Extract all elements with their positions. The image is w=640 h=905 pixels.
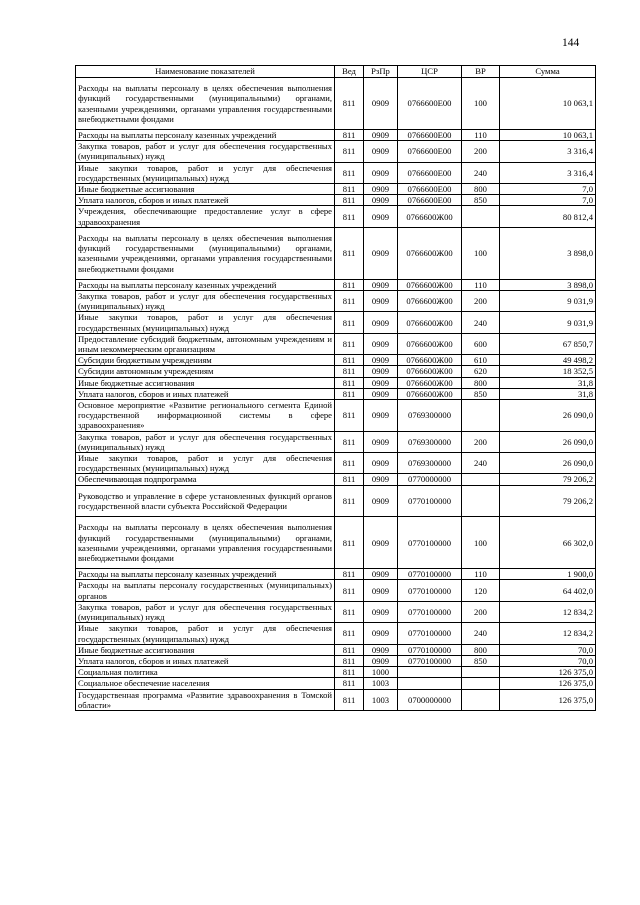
table-row xyxy=(76,453,596,474)
row-csr: 0770100000 xyxy=(398,485,462,517)
table-row xyxy=(76,355,596,366)
table-row xyxy=(76,141,596,162)
row-name: Уплата налогов, сборов и иных платежей xyxy=(76,388,335,399)
row-vr: 610 xyxy=(462,355,500,366)
row-csr xyxy=(398,678,462,689)
row-ved: 811 xyxy=(335,206,364,227)
row-sum: 126 375,0 xyxy=(500,667,596,678)
row-csr: 0770000000 xyxy=(398,474,462,485)
row-ved: 811 xyxy=(335,291,364,312)
row-sum: 126 375,0 xyxy=(500,689,596,710)
row-name: Закупка товаров, работ и услуг для обеспечения государственных (муниципальных) нужд xyxy=(76,291,335,312)
row-ved: 811 xyxy=(335,78,364,130)
row-rzpr: 0909 xyxy=(364,569,398,580)
row-vr: 240 xyxy=(462,453,500,474)
row-rzpr: 0909 xyxy=(364,453,398,474)
row-rzpr: 0909 xyxy=(364,377,398,388)
row-name: Расходы на выплаты персоналу в целях обеспечения выполнения функций государственными (муниципальными) органами, казенными учреждениями, органами управления государственными внебюджетными фондами xyxy=(76,517,335,569)
row-ved: 811 xyxy=(335,517,364,569)
row-ved: 811 xyxy=(335,580,364,601)
column-header-rzpr: РзПр xyxy=(364,66,398,78)
column-header-csr: ЦСР xyxy=(398,66,462,78)
table-row xyxy=(76,279,596,290)
table-row xyxy=(76,333,596,354)
row-rzpr: 0909 xyxy=(364,601,398,622)
table-row xyxy=(76,227,596,279)
row-sum: 70,0 xyxy=(500,644,596,655)
row-vr: 110 xyxy=(462,130,500,141)
row-rzpr: 0909 xyxy=(364,279,398,290)
row-name: Уплата налогов, сборов и иных платежей xyxy=(76,655,335,666)
row-vr: 200 xyxy=(462,141,500,162)
table-row xyxy=(76,580,596,601)
row-csr: 0766600Е00 xyxy=(398,130,462,141)
table-row xyxy=(76,184,596,195)
row-name: Социальная политика xyxy=(76,667,335,678)
row-sum: 3 898,0 xyxy=(500,227,596,279)
row-vr: 800 xyxy=(462,377,500,388)
row-name: Расходы на выплаты персоналу в целях обеспечения выполнения функций государственными (муниципальными) органами, казенными учреждениями, органами управления государственными внебюджетными фондами xyxy=(76,227,335,279)
row-name: Расходы на выплаты персоналу казенных учреждений xyxy=(76,569,335,580)
row-rzpr: 0909 xyxy=(364,355,398,366)
row-sum: 3 316,4 xyxy=(500,141,596,162)
row-name: Закупка товаров, работ и услуг для обеспечения государственных (муниципальных) нужд xyxy=(76,601,335,622)
table-row xyxy=(76,485,596,517)
column-header-ved: Вед xyxy=(335,66,364,78)
row-csr: 0766600Ж00 xyxy=(398,388,462,399)
row-name: Уплата налогов, сборов и иных платежей xyxy=(76,195,335,206)
row-vr xyxy=(462,474,500,485)
row-sum: 67 850,7 xyxy=(500,333,596,354)
row-sum: 1 900,0 xyxy=(500,569,596,580)
row-csr: 0770100000 xyxy=(398,517,462,569)
row-vr xyxy=(462,667,500,678)
row-rzpr: 1000 xyxy=(364,667,398,678)
row-sum: 49 498,2 xyxy=(500,355,596,366)
row-sum: 7,0 xyxy=(500,184,596,195)
row-sum: 3 898,0 xyxy=(500,279,596,290)
row-csr: 0766600Ж00 xyxy=(398,366,462,377)
row-vr: 100 xyxy=(462,517,500,569)
budget-table xyxy=(75,65,596,711)
row-csr: 0766600Е00 xyxy=(398,78,462,130)
table-row xyxy=(76,517,596,569)
row-sum: 18 352,5 xyxy=(500,366,596,377)
row-ved: 811 xyxy=(335,227,364,279)
row-sum: 26 090,0 xyxy=(500,453,596,474)
row-name: Иные закупки товаров, работ и услуг для обеспечения государственных (муниципальных) нужд xyxy=(76,312,335,333)
row-vr: 110 xyxy=(462,569,500,580)
row-ved: 811 xyxy=(335,474,364,485)
row-csr: 0766600Ж00 xyxy=(398,377,462,388)
row-csr: 0766600Ж00 xyxy=(398,355,462,366)
row-csr: 0766600Е00 xyxy=(398,141,462,162)
row-ved: 811 xyxy=(335,377,364,388)
row-rzpr: 0909 xyxy=(364,366,398,377)
row-name: Руководство и управление в сфере установленных функций органов государственной власти субъекта Российской Федерации xyxy=(76,485,335,517)
row-ved: 811 xyxy=(335,184,364,195)
row-vr xyxy=(462,689,500,710)
row-ved: 811 xyxy=(335,162,364,183)
table-row xyxy=(76,78,596,130)
column-header-vr: ВР xyxy=(462,66,500,78)
table-row xyxy=(76,655,596,666)
row-sum: 10 063,1 xyxy=(500,130,596,141)
row-ved: 811 xyxy=(335,678,364,689)
row-csr: 0766600Ж00 xyxy=(398,206,462,227)
row-rzpr: 0909 xyxy=(364,655,398,666)
row-csr: 0770100000 xyxy=(398,623,462,644)
row-vr: 100 xyxy=(462,227,500,279)
table-row xyxy=(76,130,596,141)
row-vr xyxy=(462,400,500,432)
row-name: Иные закупки товаров, работ и услуг для обеспечения государственных (муниципальных) нужд xyxy=(76,453,335,474)
row-name: Иные бюджетные ассигнования xyxy=(76,377,335,388)
table-body xyxy=(76,78,596,711)
row-rzpr: 1003 xyxy=(364,678,398,689)
row-sum: 7,0 xyxy=(500,195,596,206)
row-csr: 0770100000 xyxy=(398,644,462,655)
row-rzpr: 0909 xyxy=(364,388,398,399)
row-ved: 811 xyxy=(335,312,364,333)
row-ved: 811 xyxy=(335,644,364,655)
row-sum: 9 031,9 xyxy=(500,291,596,312)
row-sum: 12 834,2 xyxy=(500,623,596,644)
row-rzpr: 0909 xyxy=(364,78,398,130)
row-rzpr: 0909 xyxy=(364,141,398,162)
row-sum: 12 834,2 xyxy=(500,601,596,622)
row-name: Закупка товаров, работ и услуг для обеспечения государственных (муниципальных) нужд xyxy=(76,141,335,162)
row-name: Учреждения, обеспечивающие предоставление услуг в сфере здравоохранения xyxy=(76,206,335,227)
row-ved: 811 xyxy=(335,366,364,377)
row-ved: 811 xyxy=(335,141,364,162)
row-name: Предоставление субсидий бюджетным, автономным учреждениям и иным некоммерческим организациям xyxy=(76,333,335,354)
row-ved: 811 xyxy=(335,400,364,432)
row-vr: 850 xyxy=(462,388,500,399)
row-csr: 0770100000 xyxy=(398,569,462,580)
row-ved: 811 xyxy=(335,279,364,290)
row-csr: 0770100000 xyxy=(398,580,462,601)
row-vr: 600 xyxy=(462,333,500,354)
table-row xyxy=(76,431,596,452)
row-ved: 811 xyxy=(335,388,364,399)
row-sum: 26 090,0 xyxy=(500,400,596,432)
row-name: Обеспечивающая подпрограмма xyxy=(76,474,335,485)
row-rzpr: 0909 xyxy=(364,333,398,354)
row-sum: 79 206,2 xyxy=(500,474,596,485)
table-row xyxy=(76,400,596,432)
row-name: Расходы на выплаты персоналу государственных (муниципальных) органов xyxy=(76,580,335,601)
row-sum: 9 031,9 xyxy=(500,312,596,333)
row-ved: 811 xyxy=(335,333,364,354)
column-header-name: Наименование показателей xyxy=(76,66,335,78)
row-csr: 0770100000 xyxy=(398,655,462,666)
row-csr: 0766600Ж00 xyxy=(398,227,462,279)
table-row xyxy=(76,601,596,622)
row-rzpr: 0909 xyxy=(364,517,398,569)
row-ved: 811 xyxy=(335,655,364,666)
row-name: Иные закупки товаров, работ и услуг для обеспечения государственных (муниципальных) нужд xyxy=(76,623,335,644)
row-name: Закупка товаров, работ и услуг для обеспечения государственных (муниципальных) нужд xyxy=(76,431,335,452)
row-rzpr: 0909 xyxy=(364,431,398,452)
row-vr: 620 xyxy=(462,366,500,377)
row-vr: 200 xyxy=(462,601,500,622)
row-csr: 0766600Е00 xyxy=(398,195,462,206)
row-sum: 26 090,0 xyxy=(500,431,596,452)
row-ved: 811 xyxy=(335,431,364,452)
page-number: 144 xyxy=(562,37,580,49)
row-vr: 100 xyxy=(462,78,500,130)
row-csr: 0766600Ж00 xyxy=(398,312,462,333)
table-row xyxy=(76,388,596,399)
row-name: Расходы на выплаты персоналу казенных учреждений xyxy=(76,130,335,141)
row-rzpr: 0909 xyxy=(364,195,398,206)
row-rzpr: 0909 xyxy=(364,184,398,195)
row-name: Социальное обеспечение населения xyxy=(76,678,335,689)
row-csr: 0766600Ж00 xyxy=(398,279,462,290)
row-name: Расходы на выплаты персоналу казенных учреждений xyxy=(76,279,335,290)
table-row xyxy=(76,474,596,485)
row-rzpr: 0909 xyxy=(364,485,398,517)
column-header-sum: Сумма xyxy=(500,66,596,78)
row-csr xyxy=(398,667,462,678)
row-rzpr: 0909 xyxy=(364,474,398,485)
row-ved: 811 xyxy=(335,195,364,206)
row-csr: 0769300000 xyxy=(398,431,462,452)
row-csr: 0766600Е00 xyxy=(398,162,462,183)
row-vr: 240 xyxy=(462,623,500,644)
row-csr: 0769300000 xyxy=(398,453,462,474)
row-name: Иные бюджетные ассигнования xyxy=(76,644,335,655)
table-row xyxy=(76,689,596,710)
row-csr: 0770100000 xyxy=(398,601,462,622)
table-row xyxy=(76,678,596,689)
row-name: Государственная программа «Развитие здравоохранения в Томской области» xyxy=(76,689,335,710)
table-row xyxy=(76,623,596,644)
row-rzpr: 0909 xyxy=(364,227,398,279)
row-rzpr: 0909 xyxy=(364,312,398,333)
row-sum: 31,8 xyxy=(500,388,596,399)
table-row xyxy=(76,312,596,333)
row-csr: 0766600Ж00 xyxy=(398,333,462,354)
row-sum: 80 812,4 xyxy=(500,206,596,227)
row-sum: 66 302,0 xyxy=(500,517,596,569)
row-sum: 64 402,0 xyxy=(500,580,596,601)
row-rzpr: 0909 xyxy=(364,162,398,183)
row-name: Иные закупки товаров, работ и услуг для обеспечения государственных (муниципальных) нужд xyxy=(76,162,335,183)
row-vr: 800 xyxy=(462,644,500,655)
table-header-row xyxy=(76,66,596,78)
table-row xyxy=(76,291,596,312)
row-sum: 126 375,0 xyxy=(500,678,596,689)
row-sum: 70,0 xyxy=(500,655,596,666)
row-rzpr: 0909 xyxy=(364,291,398,312)
table-row xyxy=(76,195,596,206)
row-sum: 3 316,4 xyxy=(500,162,596,183)
table-row xyxy=(76,569,596,580)
row-sum: 31,8 xyxy=(500,377,596,388)
row-csr: 0766600Е00 xyxy=(398,184,462,195)
table-row xyxy=(76,377,596,388)
row-vr: 800 xyxy=(462,184,500,195)
row-ved: 811 xyxy=(335,601,364,622)
row-ved: 811 xyxy=(335,667,364,678)
row-rzpr: 0909 xyxy=(364,623,398,644)
row-csr: 0766600Ж00 xyxy=(398,291,462,312)
row-vr: 200 xyxy=(462,291,500,312)
row-csr: 0700000000 xyxy=(398,689,462,710)
table-row xyxy=(76,644,596,655)
table-row xyxy=(76,162,596,183)
row-ved: 811 xyxy=(335,130,364,141)
row-vr: 120 xyxy=(462,580,500,601)
row-vr: 850 xyxy=(462,655,500,666)
row-ved: 811 xyxy=(335,623,364,644)
row-vr: 240 xyxy=(462,312,500,333)
row-ved: 811 xyxy=(335,453,364,474)
row-rzpr: 0909 xyxy=(364,580,398,601)
row-vr xyxy=(462,678,500,689)
row-rzpr: 1003 xyxy=(364,689,398,710)
row-ved: 811 xyxy=(335,355,364,366)
row-ved: 811 xyxy=(335,569,364,580)
table-row xyxy=(76,366,596,377)
row-sum: 79 206,2 xyxy=(500,485,596,517)
row-name: Расходы на выплаты персоналу в целях обеспечения выполнения функций государственными (муниципальными) органами, казенными учреждениями, органами управления государственными внебюджетными фондами xyxy=(76,78,335,130)
row-vr: 110 xyxy=(462,279,500,290)
row-vr xyxy=(462,485,500,517)
row-rzpr: 0909 xyxy=(364,644,398,655)
row-vr: 240 xyxy=(462,162,500,183)
row-vr xyxy=(462,206,500,227)
table-row xyxy=(76,667,596,678)
row-ved: 811 xyxy=(335,689,364,710)
row-rzpr: 0909 xyxy=(364,130,398,141)
row-ved: 811 xyxy=(335,485,364,517)
row-name: Субсидии автономным учреждениям xyxy=(76,366,335,377)
row-name: Субсидии бюджетным учреждениям xyxy=(76,355,335,366)
row-vr: 850 xyxy=(462,195,500,206)
row-vr: 200 xyxy=(462,431,500,452)
row-name: Иные бюджетные ассигнования xyxy=(76,184,335,195)
table-row xyxy=(76,206,596,227)
row-sum: 10 063,1 xyxy=(500,78,596,130)
row-rzpr: 0909 xyxy=(364,400,398,432)
row-csr: 0769300000 xyxy=(398,400,462,432)
row-name: Основное мероприятие «Развитие регионального сегмента Единой государственной информационной системы в сфере здравоохранения» xyxy=(76,400,335,432)
row-rzpr: 0909 xyxy=(364,206,398,227)
